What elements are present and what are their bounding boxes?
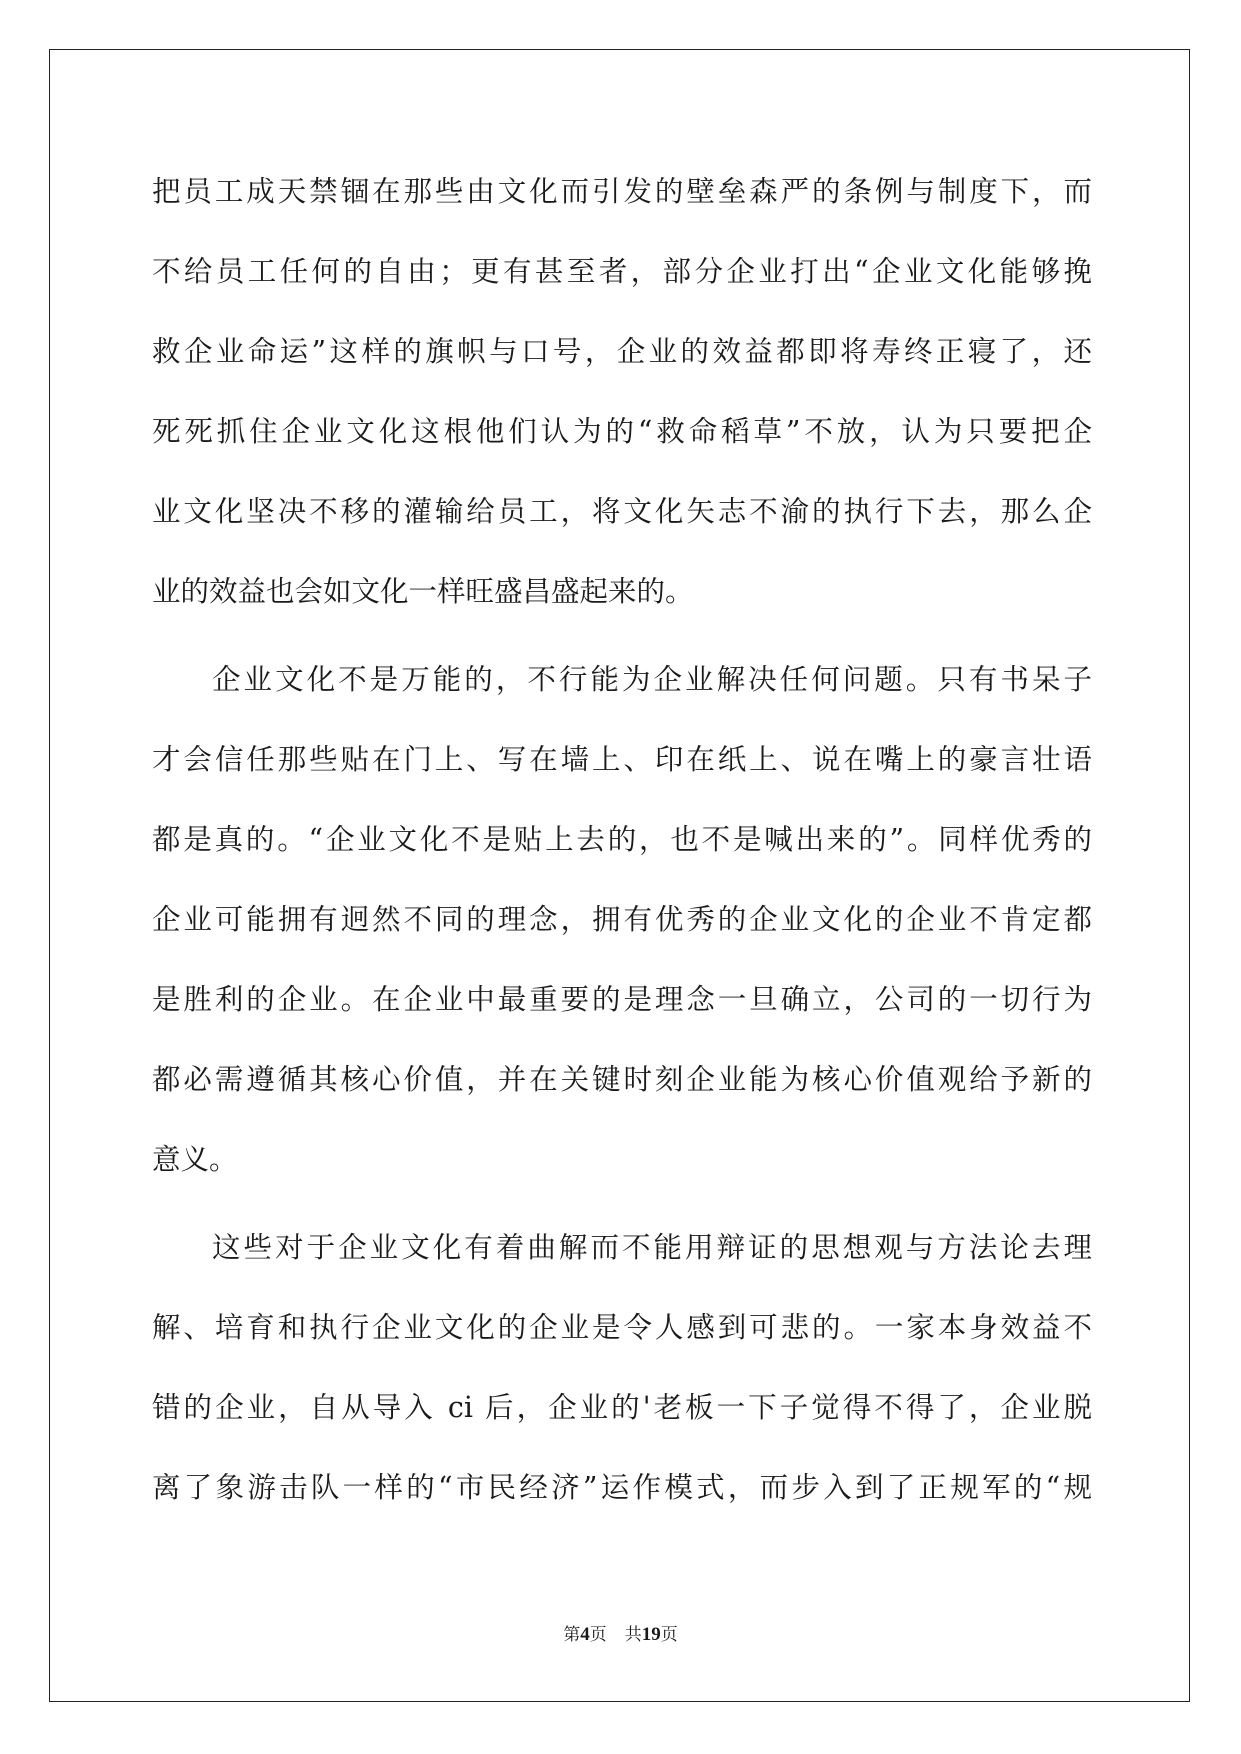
text-line: 都必需遵循其核心价值，并在关键时刻企业能为核心价值观给予新的 — [152, 1063, 1092, 1096]
page-suffix: 页 — [589, 1625, 607, 1645]
paragraph — [152, 152, 1092, 632]
total-prefix: 共 — [624, 1625, 642, 1645]
text-line: 业文化坚决不移的灌输给员工，将文化矢志不渝的执行下去，那么企 — [152, 495, 1092, 528]
text-line: 死死抓住企业文化这根他们认为的“救命稻草”不放，认为只要把企 — [152, 415, 1092, 448]
text-line: 救企业命运”这样的旗帜与口号，企业的效益都即将寿终正寝了，还 — [152, 335, 1092, 368]
text-line: 错的企业，自从导入 ci 后，企业的'老板一下子觉得不得了，企业脱 — [152, 1391, 1092, 1424]
paragraph — [152, 1208, 1092, 1528]
page-footer — [0, 1620, 1241, 1646]
text-line: 业的效益也会如文化一样旺盛昌盛起来的。 — [152, 575, 694, 608]
text-line: 是胜利的企业。在企业中最重要的是理念一旦确立，公司的一切行为 — [152, 983, 1092, 1016]
paragraph — [152, 640, 1092, 1200]
page-number: 4 — [580, 1624, 590, 1645]
text-line: 解、培育和执行企业文化的企业是令人感到可悲的。一家本身效益不 — [152, 1311, 1092, 1344]
text-line: 把员工成天禁锢在那些由文化而引发的壁垒森严的条例与制度下，而 — [152, 175, 1092, 208]
text-line: 企业文化不是万能的，不行能为企业解决任何问题。只有书呆子 — [212, 663, 1092, 696]
text-line: 企业可能拥有迥然不同的理念，拥有优秀的企业文化的企业不肯定都 — [152, 903, 1092, 936]
text-line: 意义。 — [152, 1143, 238, 1176]
text-line: 都是真的。“企业文化不是贴上去的，也不是喊出来的”。同样优秀的 — [152, 823, 1092, 856]
text-line: 不给员工任何的自由；更有甚至者，部分企业打出“企业文化能够挽 — [152, 255, 1092, 288]
total-pages: 19 — [641, 1624, 661, 1645]
text-line: 这些对于企业文化有着曲解而不能用辩证的思想观与方法论去理 — [212, 1231, 1092, 1264]
total-suffix: 页 — [660, 1625, 678, 1645]
text-line: 离了象游击队一样的“市民经济”运作模式，而步入到了正规军的“规 — [152, 1471, 1092, 1504]
page-prefix: 第 — [563, 1625, 581, 1645]
document-body — [152, 152, 1092, 1528]
text-line: 才会信任那些贴在门上、写在墙上、印在纸上、说在嘴上的豪言壮语 — [152, 743, 1092, 776]
